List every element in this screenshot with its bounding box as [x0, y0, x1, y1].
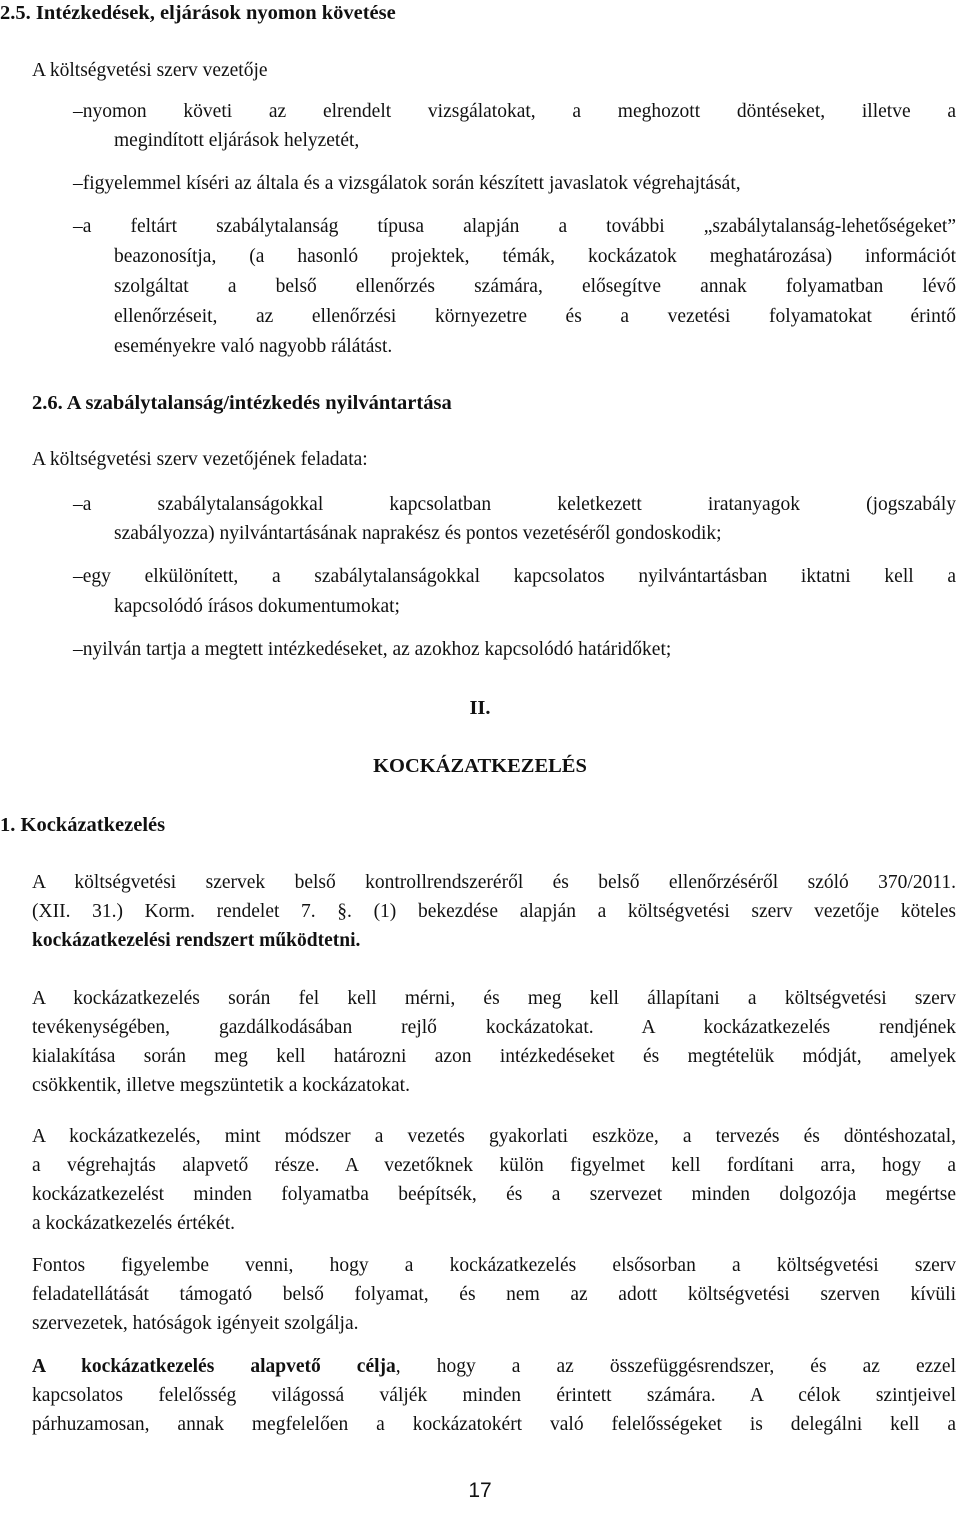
paragraph-line: kialakítása során meg kell határozni azon intézkedéseket és megtételük módját, amelyek — [32, 1046, 956, 1067]
paragraph-line: kockázatkezelést minden folyamatba beépítsék, és a szervezet minden dolgozója megértse — [32, 1184, 956, 1205]
paragraph-line: csökkentik, illetve megszüntetik a kockázatokat. — [32, 1075, 410, 1096]
paragraph-line-rest: , hogy a az összefüggésrendszer, és az ezzel — [395, 1356, 957, 1377]
paragraph-line: Fontos figyelembe venni, hogy a kockázatkezelés elsősorban a költségvetési szerv — [32, 1255, 956, 1276]
list-item: –nyilván tartja a megtett intézkedéseket, az azokhoz kapcsolódó határidőket; — [73, 639, 672, 660]
paragraph-line: (XII. 31.) Korm. rendelet 7. §. (1) bekezdése alapján a költségvetési szerv vezetője köteles — [32, 901, 956, 922]
chapter-title: KOCKÁZATKEZELÉS — [373, 755, 587, 777]
section-heading-2-6: 2.6. A szabálytalanság/intézkedés nyilvántartása — [32, 392, 452, 414]
list-item-continuation: beazonosítja, (a hasonló projektek, témák, kockázatok meghatározása) információt — [114, 246, 956, 267]
chapter-number: II. — [469, 697, 491, 719]
paragraph-line: a végrehajtás alapvető része. A vezetőknek külön figyelmet kell fordítani arra, hogy a — [32, 1155, 956, 1176]
list-item-continuation: kapcsolódó írásos dokumentumokat; — [114, 596, 400, 617]
key-phrase: A kockázatkezelés alapvető célja — [32, 1356, 396, 1377]
paragraph-line: kapcsolatos felelősség világossá váljék minden érintett számára. A célok szintjeivel — [32, 1385, 956, 1406]
list-item-continuation: szolgáltat a belső ellenőrzés számára, elősegítve annak folyamatban lévő — [114, 276, 956, 297]
list-item-continuation: megindított eljárások helyzetét, — [114, 130, 360, 151]
list-item: –a feltárt szabálytalanság típusa alapján a további „szabálytalanság-lehetőségeket” — [73, 216, 956, 237]
paragraph-line: a kockázatkezelés értékét. — [32, 1213, 235, 1234]
paragraph-line: tevékenységében, gazdálkodásában rejlő kockázatokat. A kockázatkezelés rendjének — [32, 1017, 956, 1038]
paragraph-line — [32, 1356, 956, 1378]
list-item: –egy elkülönített, a szabálytalanságokkal kapcsolatos nyilvántartásban iktatni kell a — [73, 566, 956, 587]
paragraph-line: A költségvetési szervek belső kontrollrendszeréről és belső ellenőrzéséről szóló 370/2011. — [32, 872, 956, 893]
section-intro-2-6: A költségvetési szerv vezetőjének feladata: — [32, 449, 368, 470]
page-number: 17 — [468, 1479, 492, 1502]
list-item: –a szabálytalanságokkal kapcsolatban keletkezett iratanyagok (jogszabály — [73, 494, 956, 515]
list-item: –figyelemmel kíséri az általa és a vizsgálatok során készített javaslatok végrehajtását, — [73, 173, 741, 194]
list-item-continuation: eseményekre való nagyobb rálátást. — [114, 336, 393, 357]
section-intro-2-5: A költségvetési szerv vezetője — [32, 60, 268, 81]
paragraph-line: A kockázatkezelés, mint módszer a vezetés gyakorlati eszköze, a tervezés és döntéshozatal, — [32, 1126, 956, 1147]
list-item: –nyomon követi az elrendelt vizsgálatokat, a meghozott döntéseket, illetve a — [73, 101, 956, 122]
paragraph-line: szervezetek, hatóságok igényeit szolgálja. — [32, 1313, 359, 1334]
paragraph-line: A kockázatkezelés során fel kell mérni, és meg kell állapítani a költségvetési szerv — [32, 988, 956, 1009]
list-item-continuation: ellenőrzéseit, az ellenőrzési környezetre és a vezetési folyamatokat érintő — [114, 306, 956, 327]
paragraph-line: párhuzamosan, annak megfelelően a kockázatokért való felelősségeket is delegálni kell a — [32, 1414, 956, 1435]
section-heading-1: 1. Kockázatkezelés — [0, 814, 166, 836]
paragraph-line: feladatellátását támogató belső folyamat, és nem az adott költségvetési szerven kívüli — [32, 1284, 956, 1305]
section-heading-2-5: 2.5. Intézkedések, eljárások nyomon követése — [0, 2, 396, 24]
list-item-continuation: szabályozza) nyilvántartásának naprakész és pontos vezetéséről gondoskodik; — [114, 523, 722, 544]
paragraph-line-bold: kockázatkezelési rendszert működtetni. — [32, 930, 361, 951]
